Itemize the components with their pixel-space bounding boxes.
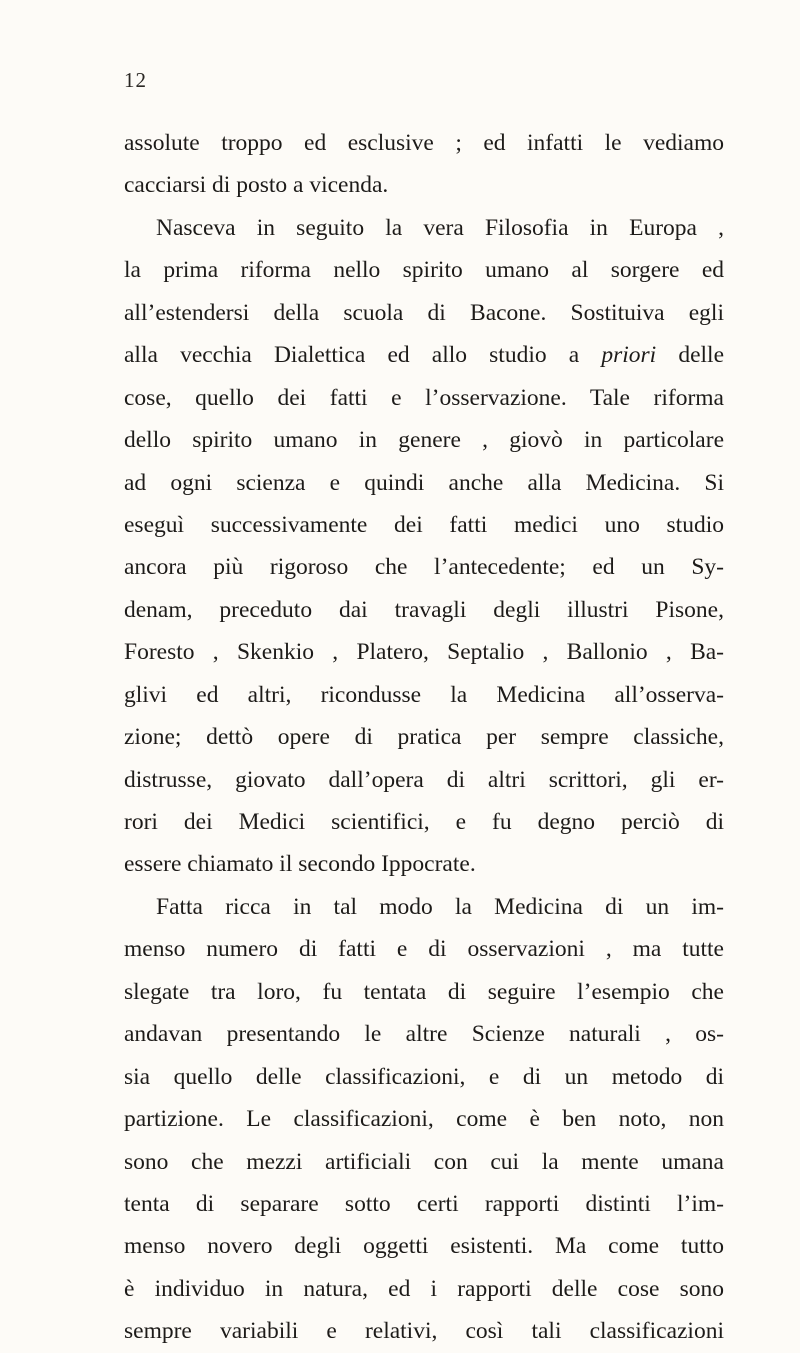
text-segment: delle [656,342,724,369]
text-line: assolute troppo ed esclusive ; ed infatti le vediamo [124,130,724,156]
text-line: ad ogni scienza e quindi anche alla Medicina. Si [124,469,724,496]
text-line: sempre variabili e relativi, così tali classificazioni [124,1318,724,1345]
text-line: glivi ed altri, ricondusse la Medicina all’osserva- [124,681,724,708]
text-line: rori dei Medici scientifici, e fu degno perciò di [124,809,724,835]
text-line: eseguì successivamente dei fatti medici uno studio [124,511,724,538]
text-line: dello spirito umano in genere , giovò in particolare [124,427,724,454]
text-line: slegate tra loro, fu tentata di seguire l’esempio che [124,978,724,1005]
text-line: tenta di separare sotto certi rapporti distinti l’im- [124,1190,724,1217]
italic-word: priori [601,342,657,369]
text-line: è individuo in natura, ed i rapporti delle cose sono [124,1275,724,1302]
text-line: zione; dettò opere di pratica per sempre classiche, [124,724,724,751]
body-text [124,122,724,1353]
text-line: sono che mezzi artificiali con cui la mente umana [124,1148,724,1175]
text-line: partizione. Le classificazioni, come è ben noto, non [124,1106,724,1133]
text-line: ancora più rigoroso che l’antecedente; ed un Sy- [124,554,724,581]
text-line: Fatta ricca in tal modo la Medicina di un im- [156,893,724,920]
text-line: Foresto , Skenkio , Platero, Septalio , Ballonio , Ba- [124,639,724,666]
text-line: cose, quello dei fatti e l’osservazione. Tale riforma [124,384,724,411]
text-line: menso numero di fatti e di osservazioni , ma tutte [124,936,724,963]
text-segment: alla vecchia Dialettica ed allo studio a [124,342,602,369]
text-line: distrusse, giovato dall’opera di altri scrittori, gli er- [124,766,724,793]
text-line: essere chiamato il secondo Ippocrate. [124,851,476,878]
page-number: 12 [124,68,147,92]
text-line: Nasceva in seguito la vera Filosofia in Europa , [156,214,724,241]
text-line [124,334,724,376]
text-line: andavan presentando le altre Scienze naturali , os- [124,1021,724,1048]
text-line: menso novero degli oggetti esistenti. Ma come tutto [124,1233,724,1260]
text-line: all’estendersi della scuola di Bacone. Sostituiva egli [124,299,724,326]
text-line: sia quello delle classificazioni, e di un metodo di [124,1063,724,1090]
text-line: cacciarsi di posto a vicenda. [124,172,389,199]
text-line: denam, preceduto dai travagli degli illustri Pisone, [124,596,724,623]
text-line: la prima riforma nello spirito umano al sorgere ed [124,257,724,284]
